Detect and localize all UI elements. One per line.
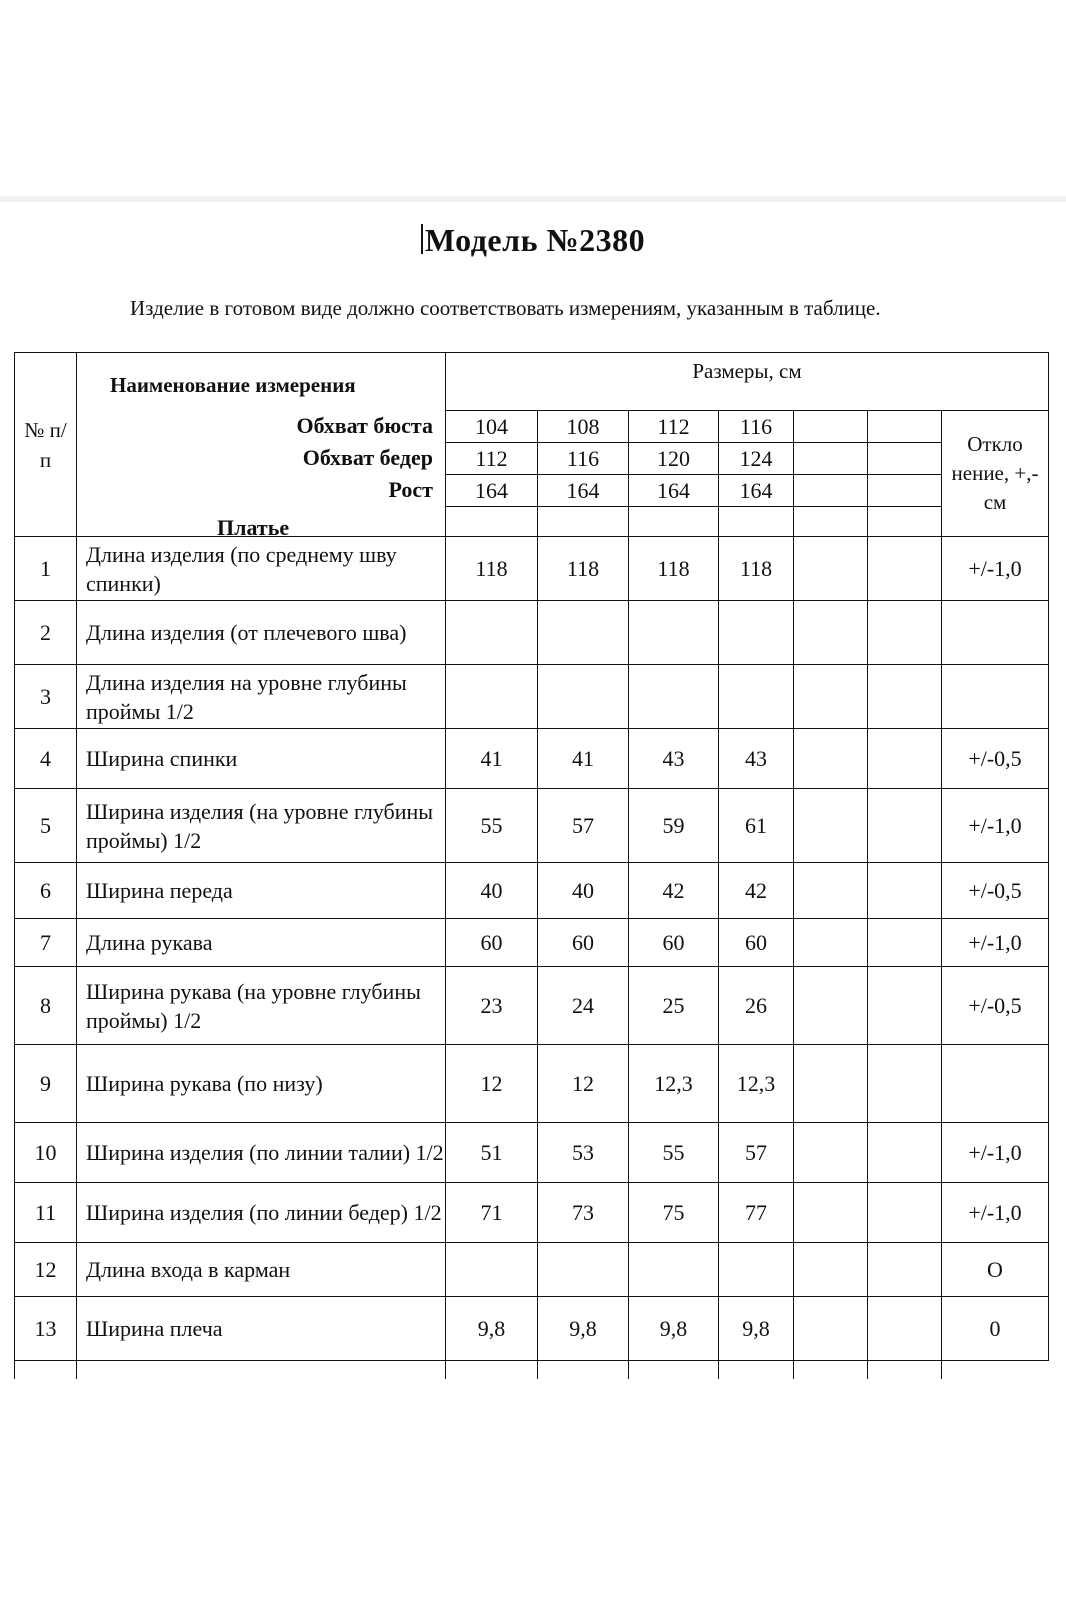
empty-cell (868, 665, 942, 729)
empty-cell (868, 1361, 942, 1379)
text-cursor (421, 224, 423, 254)
row-size-value: 41 (538, 729, 629, 789)
header-name-cell (77, 353, 446, 537)
row-measurement-name: Ширина переда (77, 863, 446, 919)
row-measurement-name: Ширина плеча (77, 1297, 446, 1361)
row-tolerance: +/-1,0 (942, 1123, 1049, 1183)
row-number: 2 (15, 601, 77, 665)
row-size-value: 71 (446, 1183, 538, 1243)
empty-cell (794, 1243, 868, 1297)
empty-cell (15, 1361, 77, 1379)
row-size-value: 60 (446, 919, 538, 967)
row-tolerance: +/-0,5 (942, 863, 1049, 919)
row-size-value: 118 (538, 537, 629, 601)
header-height-label: Рост (388, 477, 433, 502)
row-size-value (629, 601, 719, 665)
row-size-value (446, 601, 538, 665)
empty-cell (794, 1361, 868, 1379)
row-size-value (719, 1243, 794, 1297)
row-size-value: 53 (538, 1123, 629, 1183)
hips-size: 116 (538, 443, 629, 475)
row-size-value: 43 (719, 729, 794, 789)
row-number: 6 (15, 863, 77, 919)
header-deviation: Откло нение, +,- см (942, 411, 1049, 537)
bust-size: 116 (719, 411, 794, 443)
empty-cell (794, 789, 868, 863)
row-size-value: 51 (446, 1123, 538, 1183)
header-name-title: Наименование измерения (110, 373, 356, 397)
row-size-value (538, 665, 629, 729)
table-row-cropped (15, 1361, 1049, 1379)
row-size-value: 60 (538, 919, 629, 967)
row-number: 11 (15, 1183, 77, 1243)
empty-cell (868, 507, 942, 537)
row-tolerance: +/-0,5 (942, 729, 1049, 789)
empty-cell (794, 863, 868, 919)
empty-cell (868, 1243, 942, 1297)
bust-size: 108 (538, 411, 629, 443)
bust-size: 104 (446, 411, 538, 443)
row-size-value: 9,8 (719, 1297, 794, 1361)
empty-cell (538, 1361, 629, 1379)
header-hips-label: Обхват бедер (302, 445, 433, 470)
table-row (15, 729, 1049, 789)
row-size-value (446, 665, 538, 729)
row-measurement-name: Ширина рукава (по низу) (77, 1045, 446, 1123)
empty-cell (794, 443, 868, 475)
empty-cell (794, 601, 868, 665)
header-garment: Платье (217, 515, 290, 537)
empty-cell (794, 729, 868, 789)
row-size-value: 42 (719, 863, 794, 919)
row-size-value: 40 (446, 863, 538, 919)
row-size-value: 57 (719, 1123, 794, 1183)
row-number: 4 (15, 729, 77, 789)
row-number: 9 (15, 1045, 77, 1123)
row-measurement-name: Ширина изделия (по линии бедер) 1/2 (77, 1183, 446, 1243)
row-size-value: 59 (629, 789, 719, 863)
row-number: 1 (15, 537, 77, 601)
empty-cell (794, 507, 868, 537)
empty-cell (629, 507, 719, 537)
empty-cell (794, 665, 868, 729)
row-size-value: 60 (719, 919, 794, 967)
table-row (15, 601, 1049, 665)
empty-cell (868, 729, 942, 789)
empty-cell (868, 537, 942, 601)
row-size-value (719, 601, 794, 665)
row-measurement-name: Ширина рукава (на уровне глубины проймы) 1/2 (77, 967, 446, 1045)
empty-cell (794, 1183, 868, 1243)
row-size-value (446, 1243, 538, 1297)
document-title-text: Модель №2380 (424, 222, 646, 258)
table-row (15, 537, 1049, 601)
measurements-table (14, 352, 1049, 1379)
row-size-value: 12,3 (719, 1045, 794, 1123)
row-size-value (538, 1243, 629, 1297)
row-size-value (538, 601, 629, 665)
empty-cell (719, 507, 794, 537)
row-size-value: 41 (446, 729, 538, 789)
row-measurement-name: Длина изделия (по среднему шву спинки) (77, 537, 446, 601)
empty-cell (868, 1123, 942, 1183)
empty-cell (868, 443, 942, 475)
row-size-value: 12,3 (629, 1045, 719, 1123)
row-size-value: 9,8 (538, 1297, 629, 1361)
table-row (15, 863, 1049, 919)
row-size-value: 75 (629, 1183, 719, 1243)
row-measurement-name: Длина изделия (от плечевого шва) (77, 601, 446, 665)
row-number: 12 (15, 1243, 77, 1297)
row-size-value: 73 (538, 1183, 629, 1243)
row-number: 10 (15, 1123, 77, 1183)
empty-cell (868, 1297, 942, 1361)
empty-cell (794, 411, 868, 443)
row-tolerance: 0 (942, 1297, 1049, 1361)
header-num: № п/п (15, 353, 77, 537)
height-size: 164 (719, 475, 794, 507)
empty-cell (868, 411, 942, 443)
table-row (15, 665, 1049, 729)
empty-cell (868, 601, 942, 665)
row-size-value: 12 (446, 1045, 538, 1123)
row-size-value: 118 (719, 537, 794, 601)
row-measurement-name: Длина рукава (77, 919, 446, 967)
empty-cell (794, 475, 868, 507)
table-row (15, 1045, 1049, 1123)
row-tolerance: +/-1,0 (942, 789, 1049, 863)
row-size-value: 42 (629, 863, 719, 919)
height-size: 164 (538, 475, 629, 507)
row-number: 13 (15, 1297, 77, 1361)
row-size-value: 9,8 (446, 1297, 538, 1361)
row-tolerance: +/-1,0 (942, 1183, 1049, 1243)
row-measurement-name: Ширина изделия (по линии талии) 1/2 (77, 1123, 446, 1183)
row-tolerance (942, 601, 1049, 665)
row-size-value: 43 (629, 729, 719, 789)
row-size-value: 55 (446, 789, 538, 863)
row-number: 8 (15, 967, 77, 1045)
bust-size: 112 (629, 411, 719, 443)
hips-size: 112 (446, 443, 538, 475)
table-row (15, 789, 1049, 863)
empty-cell (446, 507, 538, 537)
empty-cell (794, 537, 868, 601)
empty-cell (868, 863, 942, 919)
empty-cell (794, 967, 868, 1045)
row-tolerance (942, 1045, 1049, 1123)
row-size-value: 60 (629, 919, 719, 967)
row-tolerance (942, 665, 1049, 729)
empty-cell (446, 1361, 538, 1379)
row-measurement-name: Ширина изделия (на уровне глубины проймы) 1/2 (77, 789, 446, 863)
row-size-value: 23 (446, 967, 538, 1045)
row-size-value: 40 (538, 863, 629, 919)
row-number: 3 (15, 665, 77, 729)
row-tolerance: O (942, 1243, 1049, 1297)
table-row (15, 919, 1049, 967)
empty-cell (538, 507, 629, 537)
hips-size: 124 (719, 443, 794, 475)
table-row (15, 1243, 1049, 1297)
document-subtitle: Изделие в готовом виде должно соответствовать измерениям, указанным в таблице. (130, 296, 881, 320)
row-size-value: 24 (538, 967, 629, 1045)
row-size-value: 26 (719, 967, 794, 1045)
empty-cell (868, 919, 942, 967)
empty-cell (942, 1361, 1049, 1379)
empty-cell (868, 1045, 942, 1123)
empty-cell (794, 919, 868, 967)
hips-size: 120 (629, 443, 719, 475)
row-size-value: 55 (629, 1123, 719, 1183)
table-row (15, 967, 1049, 1045)
row-tolerance: +/-1,0 (942, 919, 1049, 967)
row-measurement-name: Ширина спинки (77, 729, 446, 789)
row-tolerance: +/-1,0 (942, 537, 1049, 601)
empty-cell (794, 1123, 868, 1183)
row-size-value: 57 (538, 789, 629, 863)
empty-cell (868, 789, 942, 863)
empty-cell (629, 1361, 719, 1379)
row-size-value (629, 1243, 719, 1297)
header-sizes-title: Размеры, см (446, 353, 1049, 411)
row-size-value: 61 (719, 789, 794, 863)
height-size: 164 (629, 475, 719, 507)
row-size-value (629, 665, 719, 729)
table-row (15, 1123, 1049, 1183)
empty-cell (794, 1045, 868, 1123)
empty-cell (868, 967, 942, 1045)
height-size: 164 (446, 475, 538, 507)
row-size-value: 118 (629, 537, 719, 601)
top-blank-band (0, 0, 1066, 202)
row-measurement-name: Длина изделия на уровне глубины проймы 1/2 (77, 665, 446, 729)
row-number: 5 (15, 789, 77, 863)
row-tolerance: +/-0,5 (942, 967, 1049, 1045)
empty-cell (868, 475, 942, 507)
row-size-value: 77 (719, 1183, 794, 1243)
row-size-value: 9,8 (629, 1297, 719, 1361)
empty-cell (719, 1361, 794, 1379)
table-row (15, 1183, 1049, 1243)
row-number: 7 (15, 919, 77, 967)
table-row (15, 1297, 1049, 1361)
row-size-value: 118 (446, 537, 538, 601)
header-bust-label: Обхват бюста (296, 413, 433, 438)
row-size-value: 25 (629, 967, 719, 1045)
empty-cell (868, 1183, 942, 1243)
row-measurement-name: Длина входа в карман (77, 1243, 446, 1297)
document-title (0, 222, 1066, 259)
empty-cell (77, 1361, 446, 1379)
row-size-value: 12 (538, 1045, 629, 1123)
row-size-value (719, 665, 794, 729)
empty-cell (794, 1297, 868, 1361)
